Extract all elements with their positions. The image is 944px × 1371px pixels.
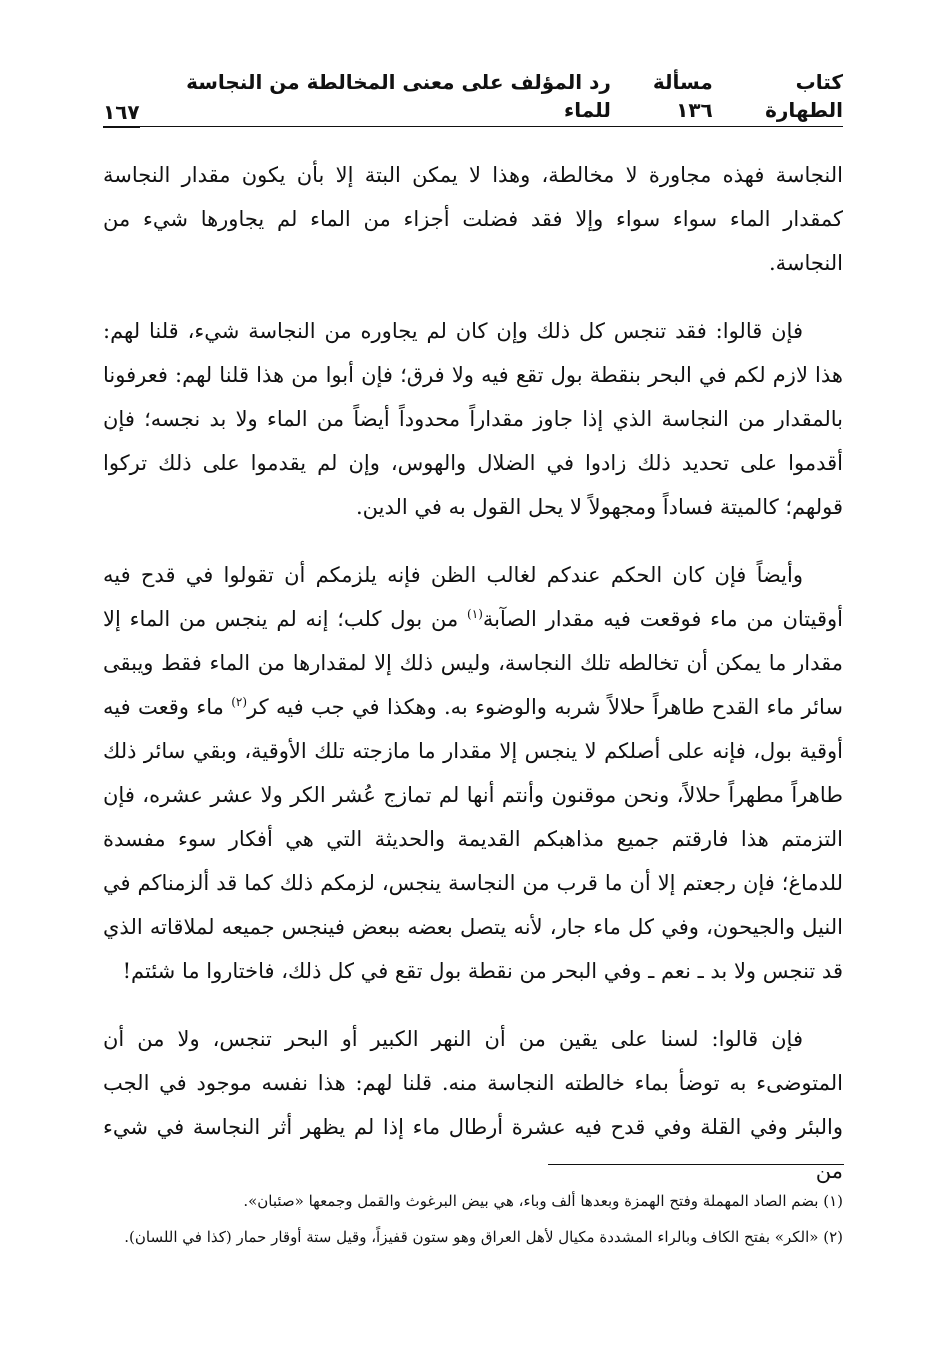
book-page <box>102 70 844 1217</box>
paragraph-with-footnotes <box>103 553 843 993</box>
paragraph: النجاسة فهذه مجاورة لا مخالطة، وهذا لا يمكن البتة إلا بأن يكون مقدار النجاسة كمقدار الماء سواء سواء وإلا فقد فضلت أجزاء من الماء لم يجاورها شيء من النجاسة. <box>103 163 843 275</box>
paragraph-text: عشره، فإن التزمتم هذا فارقتم جميع مذاهبكم القديمة والحديثة التي هي أفكار سوء مفسدة للدماغ؛ فإن رجعتم إلا أن ما قرب من النجاسة ينجس، لزمكم ذلك كما قد ألزمناكم في النيل والجيحون، وفي كل ماء جار، لأنه يتصل بعضه ببعض فينجس جميعه لملاقاته الذي قد تنجس ولا بد ـ نعم ـ وفي البحر من نقطة بول تقع في كل ذلك، فاختاروا ما شئتم! <box>103 783 843 983</box>
footnote-2: (٢) «الكر» بفتح الكاف وبالراء المشددة مكيال لأهل العراق وهو ستون قفيزاً، وقيل ستة أوقار حمار (كذا في اللسان). <box>124 1228 843 1246</box>
paragraph-text: وأيضاً فإن كان الحكم عندكم لغالب الظن فإنه يلزمكم أن تقولوا في قدح فيه أوقيتان من ماء فوقعت فيه مقدار الصآبة <box>103 563 843 631</box>
footnotes <box>103 1186 843 1258</box>
section-title: رد المؤلف على معنى المخالطة من النجاسة للماء <box>186 70 611 122</box>
running-head <box>102 70 843 127</box>
footnote-1: (١) بضم الصاد المهملة وفتح الهمزة وبعدها ألف وباء، هي بيض البرغوث والقمل وجمعها «صئبان». <box>243 1192 843 1210</box>
issue-number: مسألة ١٣٦ <box>652 70 713 122</box>
paragraph: فإن قالوا: لسنا على يقين من أن النهر الكبير أو البحر تنجس، ولا من أن المتوضىء به توضأ بماء خالطته النجاسة منه. قلنا لهم: هذا نفسه موجود في الجب والبئر وفي القلة وفي قدح فيه عشرة أرطال ماء إذا لم يظهر أثر النجاسة في شيء من <box>103 1027 844 1183</box>
footnote-ref-1[interactable]: (١) <box>467 607 483 621</box>
footnote-ref-2[interactable]: (٢) <box>231 695 248 709</box>
paragraph-text: ماء وقعت فيه أوقية بول، فإنه على أصلكم لا ينجس إلا مقدار ما مازجته تلك الأوقية، وبقي سائر ذلك طاهراً مطهراً حلالاً، ونحن موقنون وأنتم أنها لم تمازج عُشر الكر ولا عشر <box>103 695 843 807</box>
paragraph-text: من بول كلب؛ إنه لم ينجس من الماء إلا مقدار ما يمكن أن تخالطه تلك النجاسة، وليس ذلك إلا لمقدارها من الماء فقط ويبقى سائر ماء القدح طاهراً حلالاً شربه والوضوء به. وهكذا في جب فيه كر <box>103 607 843 719</box>
book-title: كتاب الطهارة <box>765 70 843 122</box>
page-number: ١٦٧ <box>103 98 140 128</box>
footnote-divider <box>548 1164 844 1165</box>
paragraph: فإن قالوا: فقد تنجس كل ذلك وإن كان لم يجاوره من النجاسة شيء، قلنا لهم: هذا لازم لكم في البحر بنقطة بول تقع فيه ولا فرق؛ فإن أبوا من هذا قلنا لهم: فعرفونا بالمقدار من النجاسة الذي إذا جاوز مقداراً محدوداً أيضاً من الماء ولا بد نجسه؛ فإن أقدموا على تحديد ذلك زادوا في الضلال والهوس، وإن لم يقدموا على ذلك تركوا قولهم؛ كالميتة فساداً ومجهولاً لا يحل القول به في الدين. <box>103 319 843 519</box>
main-text <box>103 153 843 1193</box>
